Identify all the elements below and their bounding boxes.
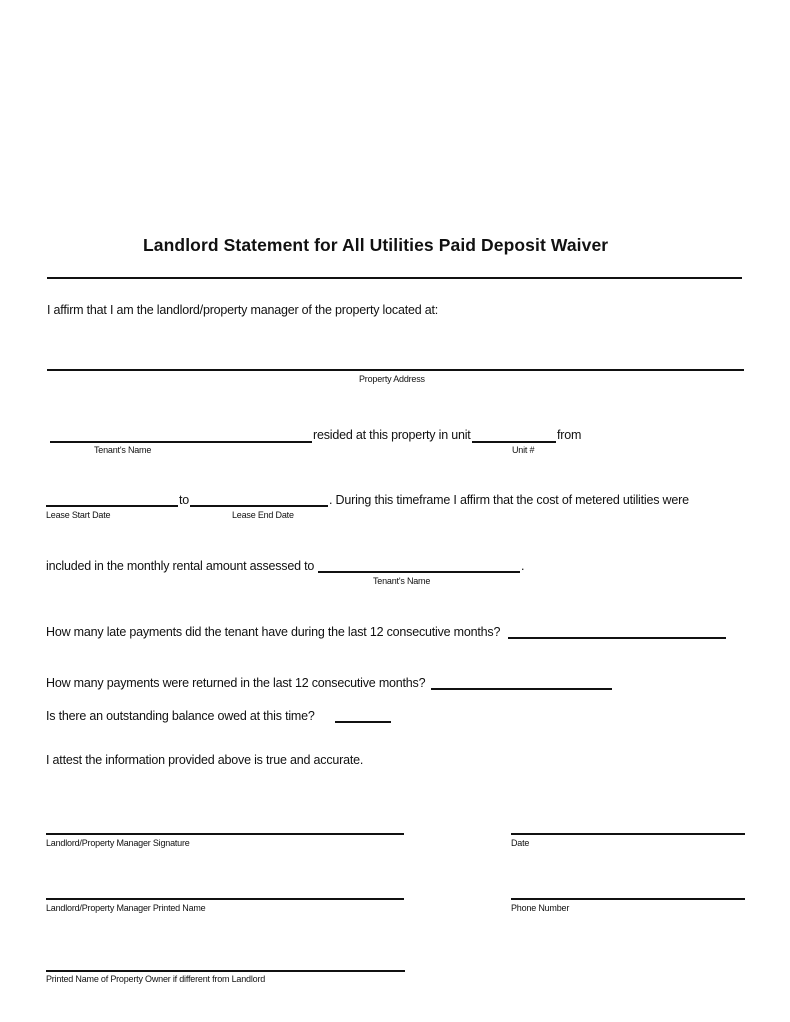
property-address-field[interactable]	[47, 369, 744, 371]
assessed-tenant-field[interactable]	[318, 571, 520, 573]
property-address-label: Property Address	[359, 374, 425, 384]
date-label: Date	[511, 838, 530, 848]
owner-name-label: Printed Name of Property Owner if different from Landlord	[46, 974, 266, 984]
document-title: Landlord Statement for All Utilities Paid Deposit Waiver	[143, 235, 609, 255]
tenant-name-label: Tenant's Name	[94, 445, 152, 455]
phone-label: Phone Number	[511, 903, 570, 913]
lease-start-field[interactable]	[46, 505, 178, 507]
title-divider	[47, 277, 742, 279]
phone-field[interactable]	[511, 898, 745, 900]
affirm-intro-text: I affirm that I am the landlord/property manager of the property located at:	[47, 303, 439, 317]
unit-field[interactable]	[472, 441, 556, 443]
tenant-name-label-2: Tenant's Name	[373, 576, 431, 586]
returned-payments-field[interactable]	[431, 688, 612, 690]
printed-name-field[interactable]	[46, 898, 404, 900]
lease-start-label: Lease Start Date	[46, 510, 111, 520]
lease-end-field[interactable]	[190, 505, 328, 507]
tenant-name-field[interactable]	[50, 441, 312, 443]
printed-name-label: Landlord/Property Manager Printed Name	[46, 903, 206, 913]
resided-text: resided at this property in unit	[313, 428, 471, 442]
owner-name-field[interactable]	[46, 970, 405, 972]
signature-label: Landlord/Property Manager Signature	[46, 838, 190, 848]
attest-text: I attest the information provided above is true and accurate.	[46, 753, 364, 767]
balance-question: Is there an outstanding balance owed at this time?	[46, 709, 315, 723]
returned-payments-question: How many payments were returned in the last 12 consecutive months?	[46, 676, 426, 690]
from-text: from	[557, 428, 582, 442]
included-text: included in the monthly rental amount assessed to	[46, 559, 315, 573]
period-text: .	[521, 559, 525, 573]
signature-field[interactable]	[46, 833, 404, 835]
lease-end-label: Lease End Date	[232, 510, 294, 520]
to-text: to	[179, 493, 190, 507]
late-payments-field[interactable]	[508, 637, 726, 639]
date-field[interactable]	[511, 833, 745, 835]
outstanding-balance-field[interactable]	[335, 721, 391, 723]
late-payments-question: How many late payments did the tenant have during the last 12 consecutive months?	[46, 625, 501, 639]
unit-label: Unit #	[512, 445, 535, 455]
timeframe-text: . During this timeframe I affirm that the cost of metered utilities were	[329, 493, 689, 507]
